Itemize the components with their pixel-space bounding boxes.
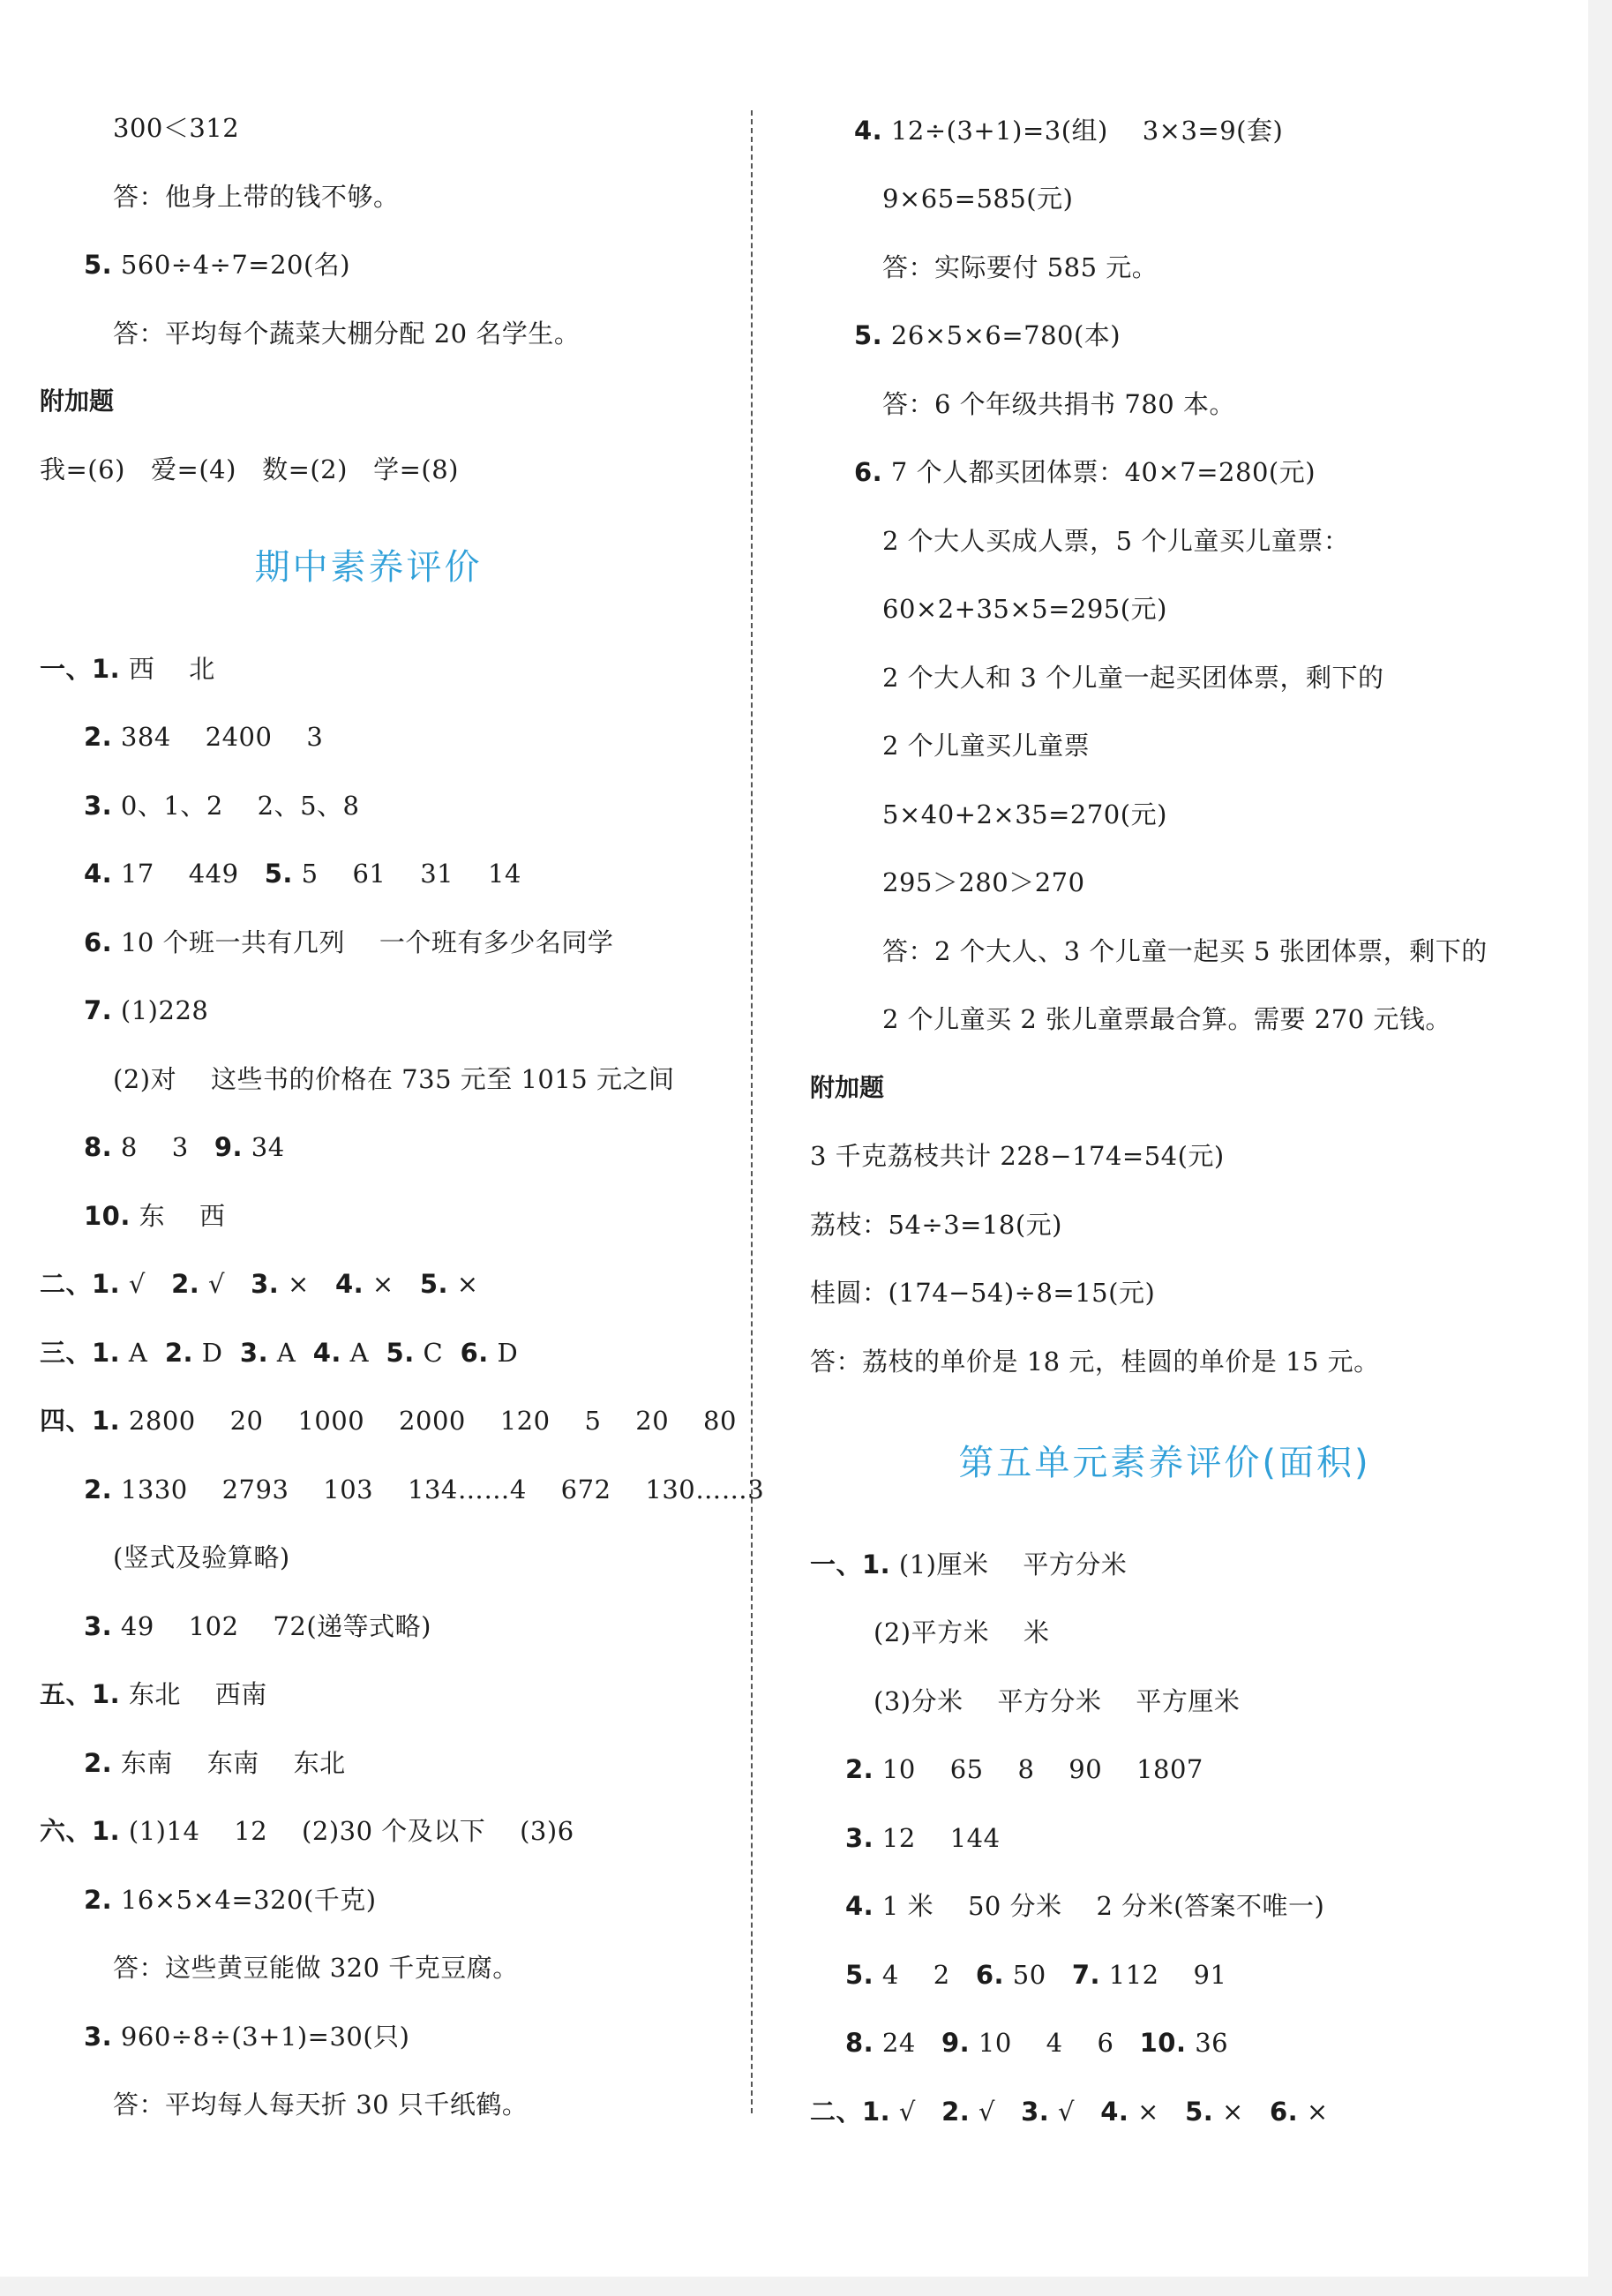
line: 3 千克荔枝共计 228−174=54(元) xyxy=(810,1141,1225,1171)
line: 2 个大人买成人票，5 个儿童买儿童票： xyxy=(882,526,1350,556)
line: 答：他身上带的钱不够。 xyxy=(113,182,400,212)
line: 二、1. √ 2. √ 3. × 4. × 5. × xyxy=(40,1269,479,1299)
line: 5. 4 2 6. 50 7. 112 91 xyxy=(845,1960,1227,1990)
line: 六、1. (1)14 12 (2)30 个及以下 (3)6 xyxy=(40,1816,574,1846)
line: 2 个儿童买儿童票 xyxy=(882,731,1091,761)
line: 3. 49 102 72(递等式略) xyxy=(84,1611,431,1641)
line: (竖式及验算略) xyxy=(113,1542,290,1572)
line: 答：这些黄豆能做 320 千克豆腐。 xyxy=(113,1953,519,1983)
line: 2. 1330 2793 103 134……4 672 130……3 xyxy=(84,1474,765,1504)
section-title-midterm: 期中素养评价 xyxy=(254,547,483,588)
line: 答：荔枝的单价是 18 元，桂圆的单价是 15 元。 xyxy=(810,1347,1380,1377)
line: 5. 26×5×6=780(本) xyxy=(854,320,1121,350)
line: 2. 东南 东南 东北 xyxy=(84,1748,346,1778)
line: 答：实际要付 585 元。 xyxy=(882,252,1158,282)
line: 一、1. 西 北 xyxy=(40,654,215,684)
line: 5×40+2×35=270(元) xyxy=(882,799,1167,829)
bonus-heading: 附加题 xyxy=(40,386,115,416)
line: 3. 12 144 xyxy=(845,1823,1001,1853)
line: 2. 384 2400 3 xyxy=(84,722,324,752)
line: (2)平方米 米 xyxy=(873,1617,1050,1647)
bonus-heading: 附加题 xyxy=(810,1073,885,1102)
line: 2. 16×5×4=320(千克) xyxy=(84,1885,377,1915)
line: 6. 10 个班一共有几列 一个班有多少名同学 xyxy=(84,927,614,957)
line: 5. 560÷4÷7=20(名) xyxy=(84,250,351,280)
line: 2. 10 65 8 90 1807 xyxy=(845,1754,1203,1784)
line: 答：平均每个蔬菜大棚分配 20 名学生。 xyxy=(113,319,581,349)
line: 荔枝：54÷3=18(元) xyxy=(810,1210,1062,1240)
line: 7. (1)228 xyxy=(84,995,209,1025)
line: (3)分米 平方分米 平方厘米 xyxy=(873,1686,1241,1716)
line: (2)对 这些书的价格在 735 元至 1015 元之间 xyxy=(113,1064,675,1094)
line: 2 个儿童买 2 张儿童票最合算。需要 270 元钱。 xyxy=(882,1004,1451,1034)
line: 300＜312 xyxy=(113,113,240,143)
line: 答：6 个年级共捐书 780 本。 xyxy=(882,389,1235,419)
line: 3. 960÷8÷(3+1)=30(只) xyxy=(84,2022,410,2052)
line: 我=(6) 爱=(4) 数=(2) 学=(8) xyxy=(40,454,459,484)
line: 一、1. (1)厘米 平方分米 xyxy=(810,1549,1128,1579)
line: 3. 0、1、2 2、5、8 xyxy=(84,791,360,821)
line: 4. 1 米 50 分米 2 分米(答案不唯一) xyxy=(845,1891,1325,1921)
line: 五、1. 东北 西南 xyxy=(40,1679,267,1709)
section-title-unit5: 第五单元素养评价(面积) xyxy=(958,1443,1371,1483)
line: 60×2+35×5=295(元) xyxy=(882,594,1167,624)
line: 4. 17 449 5. 5 61 31 14 xyxy=(84,859,521,889)
line: 答：平均每人每天折 30 只千纸鹤。 xyxy=(113,2090,529,2120)
line: 8. 8 3 9. 34 xyxy=(84,1132,285,1162)
line: 9×65=585(元) xyxy=(882,184,1074,214)
line: 295＞280＞270 xyxy=(882,867,1085,897)
line: 二、1. √ 2. √ 3. √ 4. × 5. × 6. × xyxy=(810,2097,1329,2127)
line: 三、1. A 2. D 3. A 4. A 5. C 6. D xyxy=(40,1338,519,1368)
line: 桂圆：(174−54)÷8=15(元) xyxy=(810,1278,1156,1308)
line: 4. 12÷(3+1)=3(组) 3×3=9(套) xyxy=(854,116,1284,146)
line: 答：2 个大人、3 个儿童一起买 5 张团体票，剩下的 xyxy=(882,936,1488,966)
line: 6. 7 个人都买团体票：40×7=280(元) xyxy=(854,457,1316,487)
line: 2 个大人和 3 个儿童一起买团体票，剩下的 xyxy=(882,663,1384,693)
line: 10. 东 西 xyxy=(84,1201,226,1231)
line: 四、1. 2800 20 1000 2000 120 5 20 80 xyxy=(40,1406,737,1436)
column-divider xyxy=(751,110,753,2113)
line: 8. 24 9. 10 4 6 10. 36 xyxy=(845,2028,1229,2058)
